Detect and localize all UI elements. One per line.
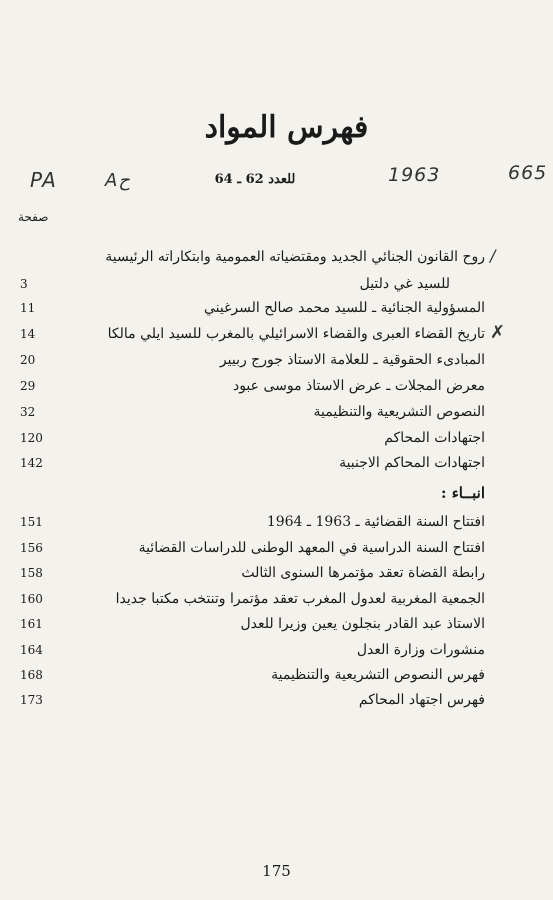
news-entry: الاستاذ عبد القادر بنجلون يعين وزيرا للعدل [240,616,485,632]
news-page-number: 156 [20,541,43,555]
handwritten-note-left: PA [30,168,57,192]
toc-page-number: 32 [20,405,36,419]
toc-page-number: 142 [20,456,43,470]
news-entry: افتتاح السنة القضائية ـ 1963 ـ 1964 [266,514,485,530]
toc-page-number: 120 [20,431,43,445]
toc-entry: المبادىء الحقوقية ـ للعلامة الاستاذ جورج ربيير [219,352,485,368]
page-folio-number: 175 [262,862,291,880]
page-column-header: صفحة [18,210,49,224]
news-page-number: 161 [20,617,43,631]
news-page-number: 151 [20,515,43,529]
toc-entry: اجتهادات المحاكم [384,430,485,446]
news-entry: منشورات وزارة العدل [356,642,485,658]
handwritten-mark-icon: / [490,246,496,265]
toc-entry: تاريخ القضاء العبرى والقضاء الاسرائيلي بالمغرب للسيد ايلي مالكا [107,326,485,342]
news-entry: فهرس اجتهاد المحاكم [358,692,485,708]
handwritten-note-center-left: Aح [105,170,130,191]
toc-page-number: 29 [20,379,36,393]
toc-page-number: 14 [20,327,36,341]
handwritten-year: 1963 [388,164,441,186]
news-page-number: 158 [20,566,43,580]
toc-entry: اجتهادات المحاكم الاجنبية [339,455,485,471]
news-entry: الجمعية المغربية لعدول المغرب تعقد مؤتمرا وتنتخب مكتبا جديدا [115,591,485,607]
news-page-number: 173 [20,693,43,707]
toc-page-number: 20 [20,353,36,367]
news-entry: رابطة القضاة تعقد مؤتمرها السنوى الثالث [241,565,485,581]
toc-entry: روح القانون الجنائي الجديد ومقتضياته العمومية وابتكاراته الرئيسية [105,249,485,265]
section-title-news: انبــاء : [440,484,485,502]
toc-entry: للسيد غي دلتيل [359,276,450,292]
issue-line [0,162,553,198]
toc-entry: النصوص التشريعية والتنظيمية [313,404,485,420]
toc-page-number: 11 [20,301,36,315]
news-page-number: 168 [20,668,43,682]
news-entry: افتتاح السنة الدراسية في المعهد الوطنى للدراسات القضائية [138,540,485,556]
news-page-number: 164 [20,643,43,657]
toc-entry: معرض المجلات ـ عرض الاستاذ موسى عبود [232,378,485,394]
page-title: فهرس المواد [204,110,369,145]
toc-entry: المسؤولية الجنائية ـ للسيد محمد صالح السرغيني [203,300,485,316]
toc-page-number: 3 [20,277,28,291]
handwritten-code: 665 [508,162,548,184]
handwritten-check-icon: ✗ [490,322,506,343]
issue-label: للعدد 62 ـ 64 [214,172,296,187]
news-page-number: 160 [20,592,43,606]
news-entry: فهرس النصوص التشريعية والتنظيمية [271,667,485,683]
